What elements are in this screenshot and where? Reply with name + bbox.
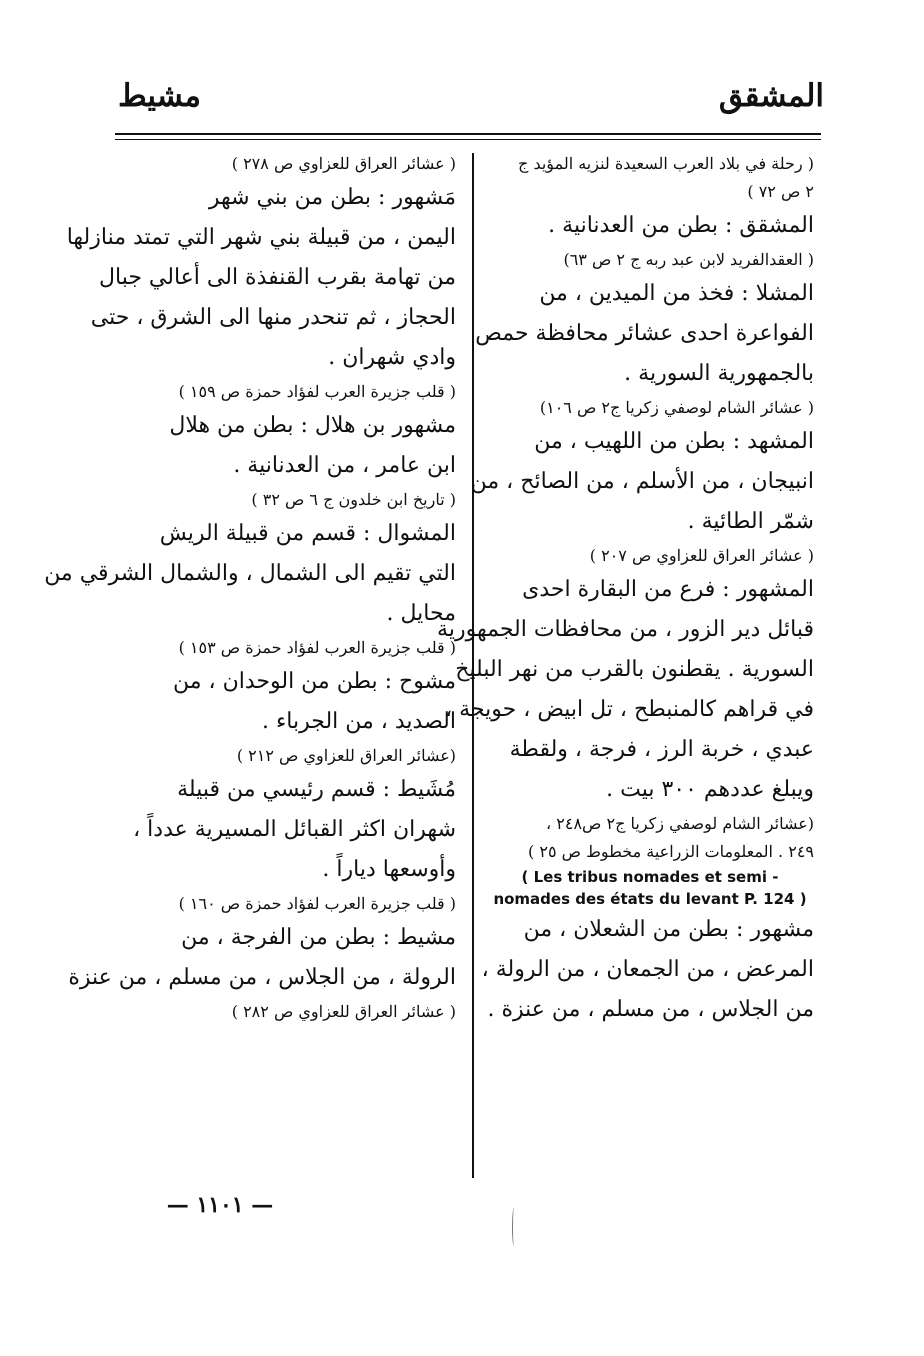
- left-column-entry-line: الحجاز ، ثم تنحدر منها الى الشرق ، حتى: [90, 305, 456, 330]
- right-column-entry-line: المشهور : فرع من البقارة احدى: [522, 577, 814, 602]
- left-column-citation-line: ( عشائر العراق للعزاوي ص ٢٨٢ ): [231, 1002, 456, 1021]
- left-column-entry-line: مُشَيط : قسم رئيسي من قبيلة: [177, 777, 456, 802]
- right-column-citation-line: (عشائر الشام لوصفي زكريا ج٢ ص٢٤٨ ،: [546, 814, 814, 833]
- right-column-entry-line: الفواعرة احدى عشائر محافظة حمص: [475, 321, 814, 346]
- left-column-citation-line: ( قلب جزيرة العرب لفؤاد حمزة ص ١٥٣ ): [178, 638, 456, 657]
- left-column-citation-line: ( تاريخ ابن خلدون ج ٦ ص ٣٢ ): [251, 490, 456, 509]
- right-column-citation-line: ( رحلة في بلاد العرب السعيدة لنزيه المؤيد ج: [518, 154, 814, 173]
- left-column-entry-line: محايل .: [386, 601, 456, 626]
- right-column-entry-line: المشهد : بطن من اللهيب ، من: [534, 429, 814, 454]
- left-column-entry-line: ابن عامر ، من العدنانية .: [233, 453, 456, 478]
- left-column-entry-line: مشوح : بطن من الوحدان ، من: [172, 669, 456, 694]
- right-column-entry-line: قبائل دير الزور ، من محافظات الجمهورية: [437, 617, 814, 642]
- right-column: [437, 150, 814, 1030]
- right-column-citation-line: ( العقدالفريد لابن عبد ربه ج ٢ ص ٦٣): [563, 250, 814, 269]
- right-column-entry-line: عبدي ، خربة الرز ، فرجة ، ولقطة: [509, 737, 814, 762]
- right-column-entry-line: بالجمهورية السورية .: [624, 361, 814, 386]
- left-column-entry-line: وادي شهران .: [328, 345, 456, 370]
- right-column-entry-line: المرعض ، من الجمعان ، من الرولة ،: [481, 957, 814, 982]
- margin-mark: [512, 1208, 516, 1246]
- left-column-entry-line: من تهامة بقرب القنفذة الى أعالي جبال: [99, 265, 456, 290]
- right-column-citation-line: ٢٤٩ . المعلومات الزراعية مخطوط ص ٢٥ ): [528, 842, 814, 861]
- right-column-citation-line: ( عشائر العراق للعزاوي ص ٢٠٧ ): [589, 546, 814, 565]
- left-column-entry-line: التي تقيم الى الشمال ، والشمال الشرقي من: [44, 561, 456, 586]
- page-number: — ١١٠١ —: [166, 1192, 274, 1218]
- left-column: [44, 150, 456, 1026]
- right-column-citation-line: ( عشائر الشام لوصفي زكريا ج٢ ص ١٠٦): [539, 398, 814, 417]
- left-column-entry-line: وأوسعها دياراً .: [322, 857, 456, 882]
- right-column-entry-line: السورية . يقطنون بالقرب من نهر البليخ: [455, 657, 814, 682]
- right-column-entry-line: شمّر الطائية .: [687, 509, 814, 534]
- left-running-headword: مشيط: [118, 78, 202, 114]
- left-column-citation-line: ( عشائر العراق للعزاوي ص ٢٧٨ ): [231, 154, 456, 173]
- left-column-entry-line: مَشهور : بطن من بني شهر: [208, 185, 456, 210]
- left-column-citation-line: (عشائر العراق للعزاوي ص ٢١٢ ): [236, 746, 456, 765]
- right-column-entry-line: مشهور : بطن من الشعلان ، من: [523, 917, 814, 942]
- header-rule-thin: [115, 139, 821, 140]
- left-column-entry-line: الصديد ، من الجرباء .: [261, 709, 456, 734]
- left-column-citation-line: ( قلب جزيرة العرب لفؤاد حمزة ص ١٦٠ ): [178, 894, 456, 913]
- header-rule-thick: [115, 133, 821, 135]
- right-column-citation-line: ٢ ص ٧٢ ): [747, 182, 814, 201]
- right-column-entry-line: انبيجان ، من الأسلم ، من الصائح ، من: [470, 469, 814, 494]
- right-column-entry-line: في قراهم كالمنبطح ، تل ابيض ، حويجة ،: [445, 697, 814, 722]
- left-column-entry-line: اليمن ، من قبيلة بني شهر التي تمتد منازلها: [66, 225, 456, 250]
- right-column-entry-line: ويبلغ عددهم ٣٠٠ بيت .: [606, 777, 814, 802]
- left-column-entry-line: مشهور بن هلال : بطن من هلال: [169, 413, 456, 438]
- left-column-entry-line: شهران اكثر القبائل المسيرية عدداً ،: [133, 817, 456, 842]
- right-column-latin-citation-line: nomades des états du levant P. 124 ): [493, 890, 807, 908]
- left-column-entry-line: المشوال : قسم من قبيلة الريش: [159, 521, 456, 546]
- right-column-entry-line: من الجلاس ، من مسلم ، من عنزة .: [487, 997, 814, 1022]
- left-column-citation-line: ( قلب جزيرة العرب لفؤاد حمزة ص ١٥٩ ): [178, 382, 456, 401]
- right-column-entry-line: المشقق : بطن من العدنانية .: [548, 213, 814, 238]
- left-column-entry-line: الرولة ، من الجلاس ، من مسلم ، من عنزة: [68, 965, 456, 990]
- right-running-headword: المشقق: [718, 78, 824, 114]
- right-column-entry-line: المشلا : فخذ من الميدين ، من: [539, 281, 814, 306]
- right-column-latin-citation-line: ( Les tribus nomades et semi -: [521, 868, 779, 886]
- left-column-entry-line: مشيط : بطن من الفرجة ، من: [181, 925, 456, 950]
